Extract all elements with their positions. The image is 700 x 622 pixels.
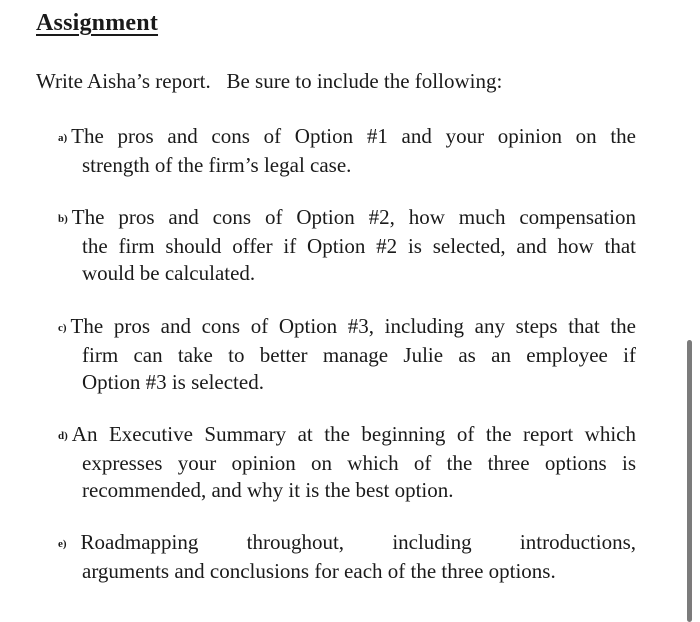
item-line: Roadmapping throughout, including introductions, [80, 530, 636, 554]
list-marker: e) [58, 538, 67, 550]
item-line: strength of the firm’s legal case. [82, 153, 352, 177]
item-line: Option #3 is selected. [82, 370, 264, 394]
item-line: The pros and cons of Option #2, how much compensation [71, 205, 636, 229]
item-line: recommended, and why it is the best option. [82, 478, 454, 502]
page-title: Assignment [36, 10, 159, 36]
list-item-e [58, 529, 636, 585]
item-line: arguments and conclusions for each of the three options. [82, 559, 556, 583]
list-item-c [58, 313, 636, 396]
item-line: firm can take to better manage Julie as an employee if [82, 343, 636, 367]
item-line: The pros and cons of Option #3, including any steps that the [70, 314, 636, 338]
list-item-a [58, 123, 636, 179]
list-marker: b) [58, 213, 68, 225]
item-line: expresses your opinion on which of the three options is [82, 451, 636, 475]
item-line: would be calculated. [82, 261, 256, 285]
list-item-d [58, 421, 636, 504]
list-marker: a) [58, 132, 68, 144]
list-item-b [58, 204, 636, 287]
vertical-scrollbar[interactable] [687, 340, 692, 622]
item-line: An Executive Summary at the beginning of the report which [71, 422, 636, 446]
intro-text: Write Aisha’s report. Be sure to include the following: [36, 69, 503, 93]
item-line: the firm should offer if Option #2 is selected, and how that [82, 234, 636, 258]
item-line: The pros and cons of Option #1 and your opinion on the [71, 124, 636, 148]
list-marker: d) [58, 430, 68, 442]
list-marker: c) [58, 322, 67, 334]
